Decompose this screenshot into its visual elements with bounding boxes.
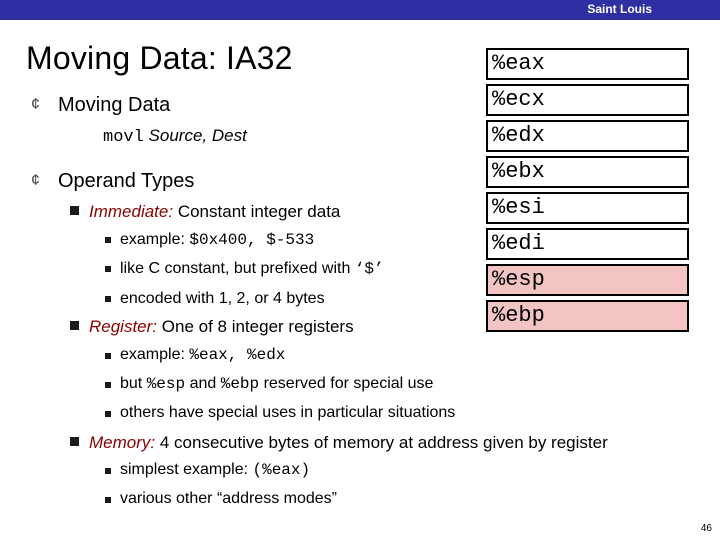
- reserved-esp: %esp: [146, 375, 186, 393]
- memory-example-prefix: simplest example:: [120, 461, 249, 478]
- small-square-bullet-icon: [105, 411, 111, 417]
- register-box-esi: %esi: [486, 192, 689, 224]
- movl-syntax: [103, 126, 247, 147]
- register-line: [89, 317, 354, 337]
- immediate-prefix-code: ‘$’: [354, 260, 384, 278]
- register-box-esp: %esp: [486, 264, 689, 296]
- immediate-example: [120, 231, 314, 249]
- register-text: One of 8 integer registers: [161, 317, 354, 336]
- square-bullet-icon: [70, 206, 79, 215]
- register-example-code: %eax, %edx: [189, 346, 286, 364]
- register-box-ebx: %ebx: [486, 156, 689, 188]
- movl-operands: Source, Dest: [148, 126, 247, 145]
- institution-name: Saint Louis: [587, 2, 652, 16]
- register-label: Register:: [89, 317, 158, 336]
- operand-types-heading: Operand Types: [58, 170, 195, 192]
- circle-bullet-icon: ¢: [31, 96, 40, 113]
- immediate-example-prefix: example:: [120, 231, 185, 248]
- register-box-ebp: %ebp: [486, 300, 689, 332]
- page-number: 46: [700, 523, 712, 534]
- memory-example: [120, 461, 310, 479]
- memory-line: [89, 433, 608, 453]
- small-square-bullet-icon: [105, 296, 111, 302]
- slide-title: Moving Data: IA32: [26, 40, 293, 76]
- register-special-uses: others have special uses in particular situations: [120, 404, 456, 421]
- immediate-line: [89, 202, 340, 222]
- register-box-edx: %edx: [486, 120, 689, 152]
- register-box-ecx: %ecx: [486, 84, 689, 116]
- memory-text: 4 consecutive bytes of memory at address given by register: [159, 433, 608, 452]
- header-bar: [0, 0, 720, 20]
- reserved-ebp: %ebp: [220, 375, 260, 393]
- register-example: [120, 346, 285, 364]
- immediate-example-code: $0x400, $-533: [189, 231, 315, 249]
- immediate-prefix-text: like C constant, but prefixed with: [120, 260, 351, 277]
- reserved-and: and: [189, 375, 217, 392]
- small-square-bullet-icon: [105, 468, 111, 474]
- small-square-bullet-icon: [105, 266, 111, 272]
- reserved-but: but: [120, 375, 143, 392]
- immediate-text: Constant integer data: [177, 202, 341, 221]
- small-square-bullet-icon: [105, 237, 111, 243]
- moving-data-heading: Moving Data: [58, 94, 171, 116]
- small-square-bullet-icon: [105, 353, 111, 359]
- register-reserved-note: [120, 375, 433, 393]
- square-bullet-icon: [70, 437, 79, 446]
- reserved-rest: reserved for special use: [263, 375, 434, 392]
- movl-opcode: movl: [103, 128, 144, 147]
- immediate-encoding: encoded with 1, 2, or 4 bytes: [120, 290, 325, 307]
- immediate-prefix-note: [120, 260, 384, 278]
- memory-example-code: (%eax): [252, 461, 311, 479]
- register-box-eax: %eax: [486, 48, 689, 80]
- small-square-bullet-icon: [105, 497, 111, 503]
- memory-address-modes: various other “address modes”: [120, 490, 337, 507]
- small-square-bullet-icon: [105, 382, 111, 388]
- register-box-edi: %edi: [486, 228, 689, 260]
- register-example-prefix: example:: [120, 346, 185, 363]
- circle-bullet-icon: ¢: [31, 172, 40, 189]
- square-bullet-icon: [70, 321, 79, 330]
- immediate-label: Immediate:: [89, 202, 174, 221]
- memory-label: Memory:: [89, 433, 156, 452]
